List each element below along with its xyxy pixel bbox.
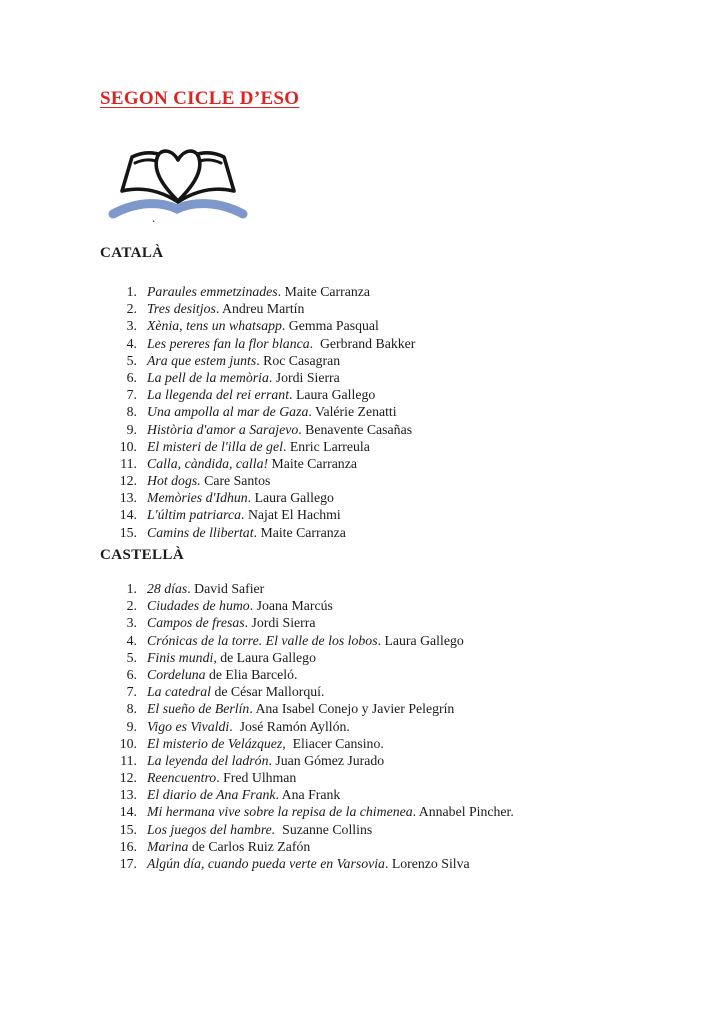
book-title: Història d'amor a Sarajevo <box>147 421 299 437</box>
section-heading-catala: CATALÀ <box>100 245 164 261</box>
book-author: . Jordi Sierra <box>244 615 316 631</box>
list-item <box>100 683 514 700</box>
book-title: Ciudades de humo <box>147 598 250 614</box>
book-author: . Annabel Pincher. <box>412 804 514 820</box>
book-title: El sueño de Berlín <box>147 701 250 717</box>
list-item <box>100 352 415 369</box>
list-item <box>100 649 514 666</box>
list-item <box>100 769 514 786</box>
logo-caption-dot: . <box>152 210 156 225</box>
book-title: Paraules emmetzinades <box>147 284 278 299</box>
list-item <box>100 524 415 541</box>
list-item <box>100 855 514 872</box>
list-item <box>100 506 415 523</box>
item-number: 12. <box>119 473 137 489</box>
book-author: . Maite Carranza <box>253 524 346 540</box>
book-author: . José Ramón Ayllón. <box>229 718 350 734</box>
book-title: La catedral <box>147 684 211 700</box>
item-number: 5. <box>126 352 137 368</box>
book-title: L'últim patriarca <box>147 507 242 523</box>
item-number: 2. <box>126 301 137 317</box>
book-author: Suzanne Collins <box>275 821 373 837</box>
list-item <box>100 317 415 334</box>
book-title: La llegenda del rei errant <box>147 387 290 403</box>
item-number: 3. <box>126 615 137 631</box>
book-author: de César Mallorquí. <box>211 684 325 700</box>
list-item <box>100 386 415 403</box>
open-book-heart-logo <box>103 138 253 230</box>
book-title: 28 días <box>147 581 188 596</box>
book-title: Mi hermana vive sobre la repisa de la chimenea <box>147 804 413 820</box>
item-number: 9. <box>126 718 137 734</box>
book-title: El misterio de Velázquez, <box>147 735 286 751</box>
item-number: 10. <box>119 438 137 454</box>
item-number: 15. <box>119 821 137 837</box>
list-item <box>100 455 415 472</box>
list-item <box>100 421 415 438</box>
item-number: 4. <box>126 335 137 351</box>
list-item <box>100 597 514 614</box>
list-item <box>100 786 514 803</box>
book-title: Campos de fresas <box>147 615 245 631</box>
section-heading-castella: CASTELLÀ <box>100 547 185 563</box>
book-list-catala <box>100 283 415 541</box>
book-title: El misteri de l'illa de gel <box>147 438 283 454</box>
book-author: . David Safier <box>187 581 265 596</box>
list-item <box>100 718 514 735</box>
item-number: 10. <box>119 735 137 751</box>
item-number: 6. <box>126 369 137 385</box>
book-author: . Fred Ulhman <box>216 770 297 786</box>
book-title: Los juegos del hambre. <box>147 821 276 837</box>
list-item <box>100 335 415 352</box>
book-author: . Laura Gallego <box>289 387 376 403</box>
book-author: . Gerbrand Bakker <box>309 335 416 351</box>
book-author: . Lorenzo Silva <box>384 856 470 871</box>
list-item <box>100 580 514 597</box>
list-item <box>100 403 415 420</box>
book-title: Reencuentro <box>147 770 217 786</box>
book-title: El diario de Ana Frank <box>147 787 276 803</box>
book-author: . Joana Marcús <box>249 598 333 614</box>
book-author: . Valérie Zenatti <box>308 404 397 420</box>
item-number: 11. <box>120 455 137 471</box>
book-title: La pell de la memòria <box>147 369 269 385</box>
book-title: Una ampolla al mar de Gaza <box>147 404 309 420</box>
book-title: Les pereres fan la flor blanca <box>147 335 310 351</box>
item-number: 8. <box>126 701 137 717</box>
list-item <box>100 489 415 506</box>
book-author: . Roc Casagran <box>256 352 341 368</box>
book-author: . Maite Carranza <box>277 284 370 299</box>
book-author: . Laura Gallego <box>377 632 464 648</box>
item-number: 1. <box>126 581 137 596</box>
item-number: 7. <box>126 387 137 403</box>
item-number: 13. <box>119 490 137 506</box>
book-title: Xènia, tens un whatsapp <box>147 318 282 334</box>
book-title: Algún día, cuando pueda verte en Varsovia <box>147 856 385 871</box>
book-title: Hot dogs. <box>147 473 201 489</box>
book-author: , de Laura Gallego <box>213 649 316 665</box>
book-list-castella <box>100 580 514 872</box>
book-author: de Carlos Ruiz Zafón <box>188 838 311 854</box>
book-author: . Jordi Sierra <box>268 369 340 385</box>
book-title: Finis mundi <box>147 649 214 665</box>
book-title: Marina <box>147 838 189 854</box>
list-item <box>100 666 514 683</box>
list-item <box>100 752 514 769</box>
book-author: . Andreu Martín <box>215 301 305 317</box>
book-title: Crónicas de la torre. El valle de los lobos <box>147 632 378 648</box>
list-item <box>100 735 514 752</box>
list-item <box>100 472 415 489</box>
item-number: 11. <box>120 752 137 768</box>
book-title: Vigo es Vivaldi <box>147 718 230 734</box>
book-title: Calla, càndida, calla! <box>147 455 269 471</box>
book-author: de Elia Barceló. <box>205 666 298 682</box>
item-number: 13. <box>119 787 137 803</box>
book-title: Cordeluna <box>147 666 206 682</box>
list-item <box>100 821 514 838</box>
book-title: Ara que estem junts <box>147 352 257 368</box>
list-item <box>100 300 415 317</box>
list-item <box>100 283 415 300</box>
list-item <box>100 614 514 631</box>
item-number: 5. <box>126 649 137 665</box>
list-item <box>100 438 415 455</box>
list-item <box>100 838 514 855</box>
list-item <box>100 632 514 649</box>
item-number: 8. <box>126 404 137 420</box>
book-author: . Enric Larreula <box>282 438 370 454</box>
list-item <box>100 700 514 717</box>
list-item <box>100 803 514 820</box>
item-number: 1. <box>126 284 137 299</box>
page-title: SEGON CICLE D’ESO <box>100 88 300 109</box>
item-number: 3. <box>126 318 137 334</box>
book-title: Tres desitjos <box>147 301 216 317</box>
book-author: . Laura Gallego <box>247 490 334 506</box>
item-number: 7. <box>126 684 137 700</box>
book-author: . Najat El Hachmi <box>241 507 341 523</box>
book-author: Eliacer Cansino. <box>285 735 384 751</box>
item-number: 14. <box>119 507 137 523</box>
book-title: Camins de llibertat <box>147 524 254 540</box>
item-number: 15. <box>119 524 137 540</box>
book-author: Maite Carranza <box>268 455 357 471</box>
book-author: . Gemma Pasqual <box>281 318 379 334</box>
book-title: La leyenda del ladrón <box>147 752 269 768</box>
open-book-heart-icon <box>103 138 253 230</box>
item-number: 2. <box>126 598 137 614</box>
list-item <box>100 369 415 386</box>
book-author: . Benavente Casañas <box>298 421 413 437</box>
book-author: Care Santos <box>200 473 271 489</box>
item-number: 14. <box>119 804 137 820</box>
item-number: 9. <box>126 421 137 437</box>
item-number: 6. <box>126 666 137 682</box>
book-author: . Ana Isabel Conejo y Javier Pelegrín <box>249 701 455 717</box>
book-author: . Juan Gómez Jurado <box>268 752 385 768</box>
item-number: 12. <box>119 770 137 786</box>
item-number: 17. <box>119 856 137 871</box>
item-number: 16. <box>119 838 137 854</box>
item-number: 4. <box>126 632 137 648</box>
book-title: Memòries d'Idhun <box>147 490 248 506</box>
book-author: . Ana Frank <box>275 787 341 803</box>
